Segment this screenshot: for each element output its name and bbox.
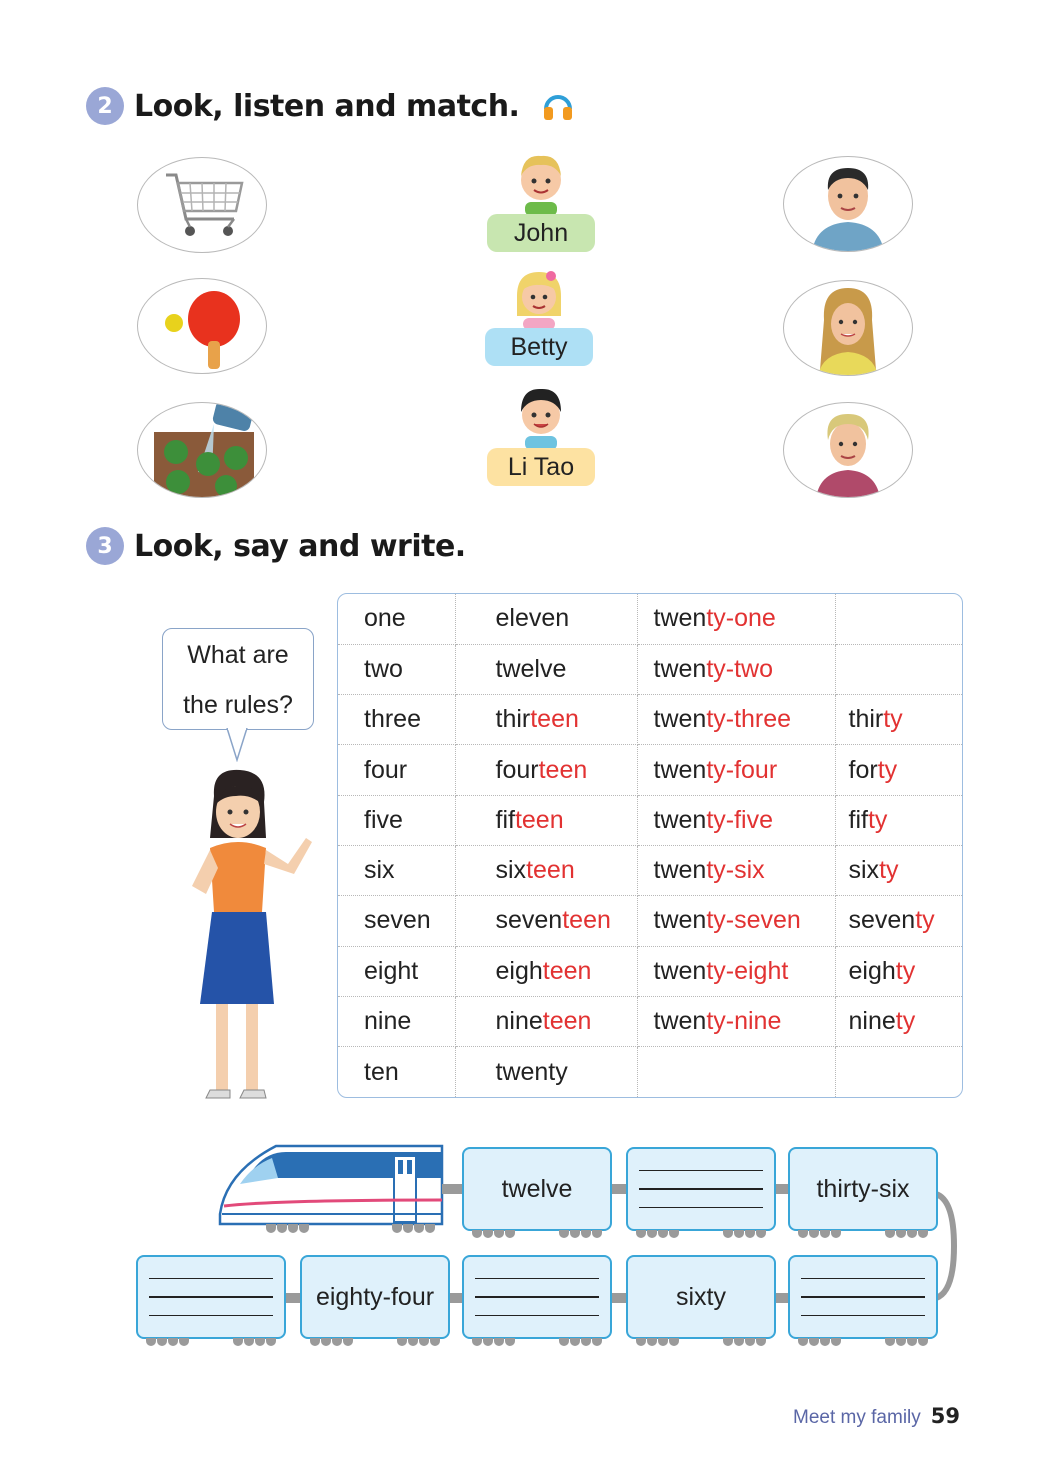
watering-garden-icon bbox=[138, 402, 266, 498]
section-2-heading bbox=[86, 87, 575, 125]
headphones-icon[interactable] bbox=[541, 89, 575, 123]
number-cell bbox=[338, 996, 455, 1046]
number-word-suffix: teen bbox=[542, 1007, 592, 1036]
number-word-stem: three bbox=[364, 705, 421, 734]
number-word-stem: six bbox=[364, 856, 395, 885]
number-table bbox=[337, 593, 963, 1098]
number-word-stem: six bbox=[848, 856, 880, 885]
number-word-stem: seven bbox=[848, 906, 916, 935]
train-car-blank bbox=[136, 1255, 286, 1339]
speech-bubble-tail bbox=[226, 728, 248, 762]
train-engine bbox=[216, 1144, 446, 1236]
write-in-lines[interactable] bbox=[639, 1170, 763, 1208]
number-cell bbox=[835, 896, 962, 946]
number-cell bbox=[338, 644, 455, 694]
number-word-suffix: teen bbox=[530, 705, 579, 734]
john-avatar bbox=[511, 150, 571, 216]
number-cell bbox=[637, 1047, 835, 1097]
number-cell bbox=[835, 795, 962, 845]
watering-garden-picture bbox=[137, 402, 267, 498]
number-cell bbox=[338, 745, 455, 795]
train-car bbox=[462, 1147, 612, 1231]
number-cell bbox=[637, 594, 835, 644]
number-word-suffix: ty-three bbox=[706, 705, 792, 734]
train-car-blank bbox=[626, 1147, 776, 1231]
number-table-row bbox=[338, 896, 962, 946]
number-cell bbox=[637, 946, 835, 996]
betty-avatar bbox=[509, 266, 569, 330]
train-car bbox=[300, 1255, 450, 1339]
number-cell bbox=[455, 1047, 637, 1097]
number-table-row bbox=[338, 1047, 962, 1097]
number-word-stem: five bbox=[364, 805, 403, 834]
number-word-stem: six bbox=[495, 856, 527, 885]
number-word-stem: four bbox=[495, 755, 539, 784]
number-cell bbox=[455, 695, 637, 745]
number-word-suffix: ty-five bbox=[706, 805, 773, 834]
grandma-portrait-picture bbox=[783, 402, 913, 498]
section-title: Look, listen and match. bbox=[134, 88, 520, 124]
number-cell bbox=[637, 845, 835, 895]
number-table-row bbox=[338, 845, 962, 895]
train-car-label: twelve bbox=[501, 1174, 573, 1203]
number-word-suffix: ty-nine bbox=[706, 1007, 782, 1036]
number-cell bbox=[455, 745, 637, 795]
number-table-row bbox=[338, 695, 962, 745]
number-word-stem: seven bbox=[364, 906, 431, 935]
woman-portrait-icon bbox=[798, 280, 898, 376]
number-word-stem: eight bbox=[364, 956, 419, 985]
ping-pong-picture bbox=[137, 278, 267, 374]
number-word-suffix: ty-one bbox=[706, 604, 776, 633]
number-word-stem: thir bbox=[495, 705, 531, 734]
number-word-suffix: teen bbox=[542, 956, 592, 985]
section-number-badge: 2 bbox=[86, 87, 124, 125]
section-3-heading bbox=[86, 527, 466, 565]
number-word-suffix: teen bbox=[526, 856, 575, 885]
number-cell bbox=[338, 946, 455, 996]
section-number-badge: 3 bbox=[86, 527, 124, 565]
number-cell bbox=[637, 695, 835, 745]
number-word-stem: seven bbox=[495, 906, 563, 935]
shopping-cart-picture bbox=[137, 157, 267, 253]
train-car-blank bbox=[462, 1255, 612, 1339]
number-cell bbox=[455, 644, 637, 694]
number-table-row bbox=[338, 594, 962, 644]
number-cell bbox=[338, 845, 455, 895]
number-word-stem: twenty bbox=[495, 1057, 568, 1086]
write-in-lines[interactable] bbox=[801, 1278, 925, 1316]
number-word-stem: for bbox=[848, 755, 878, 784]
number-word-stem: nine bbox=[364, 1007, 412, 1036]
number-word-suffix: ty-two bbox=[706, 654, 773, 683]
number-word-suffix: ty-six bbox=[706, 856, 765, 885]
number-word-stem: fif bbox=[495, 805, 515, 834]
man-portrait-picture bbox=[783, 156, 913, 252]
speech-bubble bbox=[162, 628, 314, 730]
number-word-suffix: ty-four bbox=[706, 755, 778, 784]
number-word-stem: eigh bbox=[495, 956, 543, 985]
number-cell bbox=[338, 896, 455, 946]
number-cell bbox=[637, 644, 835, 694]
grandma-portrait-icon bbox=[798, 402, 898, 498]
number-cell bbox=[338, 594, 455, 644]
number-word-suffix: teen bbox=[538, 755, 588, 784]
write-in-lines[interactable] bbox=[475, 1278, 599, 1316]
number-word-suffix: ty-seven bbox=[706, 906, 801, 935]
number-word-stem: twen bbox=[653, 1007, 707, 1036]
ping-pong-paddle-icon bbox=[152, 281, 252, 371]
number-word-stem: twen bbox=[653, 604, 707, 633]
number-cell bbox=[835, 745, 962, 795]
number-word-stem: four bbox=[364, 755, 408, 784]
number-word-stem: twen bbox=[653, 856, 707, 885]
train-car-label: thirty-six bbox=[816, 1174, 910, 1203]
number-word-suffix: ty bbox=[915, 906, 935, 935]
number-word-suffix: ty bbox=[895, 956, 916, 985]
woman-portrait-picture bbox=[783, 280, 913, 376]
name-tag-john: John bbox=[487, 214, 595, 252]
number-cell bbox=[338, 795, 455, 845]
number-cell bbox=[455, 996, 637, 1046]
number-table-row bbox=[338, 745, 962, 795]
number-word-stem: twen bbox=[653, 956, 707, 985]
number-word-stem: two bbox=[364, 654, 403, 683]
write-in-lines[interactable] bbox=[149, 1278, 273, 1316]
number-cell bbox=[835, 996, 962, 1046]
number-cell bbox=[835, 946, 962, 996]
man-portrait-icon bbox=[798, 156, 898, 252]
speech-line-1: What are bbox=[187, 641, 289, 669]
number-word-stem: ten bbox=[364, 1057, 399, 1086]
number-word-stem: nine bbox=[495, 1007, 543, 1036]
number-word-stem: twen bbox=[653, 705, 707, 734]
number-word-stem: twen bbox=[653, 755, 707, 784]
number-cell bbox=[835, 594, 962, 644]
number-cell bbox=[455, 845, 637, 895]
number-cell bbox=[637, 896, 835, 946]
number-word-stem: twelve bbox=[495, 654, 567, 683]
number-cell bbox=[637, 795, 835, 845]
shopping-cart-icon bbox=[152, 165, 252, 245]
number-cell bbox=[455, 896, 637, 946]
kid-betty bbox=[485, 266, 593, 366]
number-word-stem: eleven bbox=[495, 604, 570, 633]
train-car-label: sixty bbox=[676, 1282, 726, 1311]
kid-li-tao bbox=[487, 384, 595, 486]
number-word-suffix: teen bbox=[514, 805, 564, 834]
number-word-stem: twen bbox=[653, 805, 707, 834]
number-word-suffix: ty bbox=[877, 755, 898, 784]
name-tag-li-tao: Li Tao bbox=[487, 448, 595, 486]
number-word-stem: one bbox=[364, 604, 406, 633]
number-word-stem: nine bbox=[848, 1007, 896, 1036]
number-word-stem: eigh bbox=[848, 956, 896, 985]
number-word-suffix: ty-eight bbox=[706, 956, 789, 985]
number-word-suffix: ty bbox=[879, 856, 899, 885]
number-cell bbox=[338, 695, 455, 745]
train-car bbox=[626, 1255, 776, 1339]
number-cell bbox=[835, 695, 962, 745]
kid-john bbox=[487, 150, 595, 252]
number-table-row bbox=[338, 946, 962, 996]
number-table-row bbox=[338, 644, 962, 694]
number-word-suffix: ty bbox=[895, 1007, 916, 1036]
number-word-suffix: ty bbox=[867, 805, 888, 834]
number-cell bbox=[835, 845, 962, 895]
number-cell bbox=[455, 946, 637, 996]
number-cell bbox=[637, 996, 835, 1046]
name-tag-betty: Betty bbox=[485, 328, 593, 366]
unit-title: Meet my family bbox=[793, 1407, 921, 1428]
number-word-stem: twen bbox=[653, 654, 707, 683]
number-word-stem: thir bbox=[848, 705, 884, 734]
number-cell bbox=[637, 745, 835, 795]
number-cell bbox=[835, 644, 962, 694]
train-car bbox=[788, 1147, 938, 1231]
teacher-illustration bbox=[170, 768, 320, 1108]
number-word-suffix: teen bbox=[562, 906, 611, 935]
train-coupler bbox=[442, 1184, 464, 1194]
speech-line-2: the rules? bbox=[183, 691, 293, 719]
number-cell bbox=[835, 1047, 962, 1097]
number-word-suffix: ty bbox=[883, 705, 903, 734]
number-word-stem: twen bbox=[653, 906, 707, 935]
number-cell bbox=[455, 594, 637, 644]
page-footer bbox=[793, 1404, 960, 1429]
number-table-row bbox=[338, 795, 962, 845]
number-table-row bbox=[338, 996, 962, 1046]
train-car-blank bbox=[788, 1255, 938, 1339]
number-cell bbox=[455, 795, 637, 845]
train-car-label: eighty-four bbox=[315, 1282, 435, 1311]
page-number: 59 bbox=[930, 1404, 960, 1428]
section-title: Look, say and write. bbox=[134, 528, 466, 564]
number-cell bbox=[338, 1047, 455, 1097]
number-table-grid bbox=[338, 594, 962, 1097]
li-tao-avatar bbox=[511, 384, 571, 450]
number-word-stem: fif bbox=[848, 805, 868, 834]
